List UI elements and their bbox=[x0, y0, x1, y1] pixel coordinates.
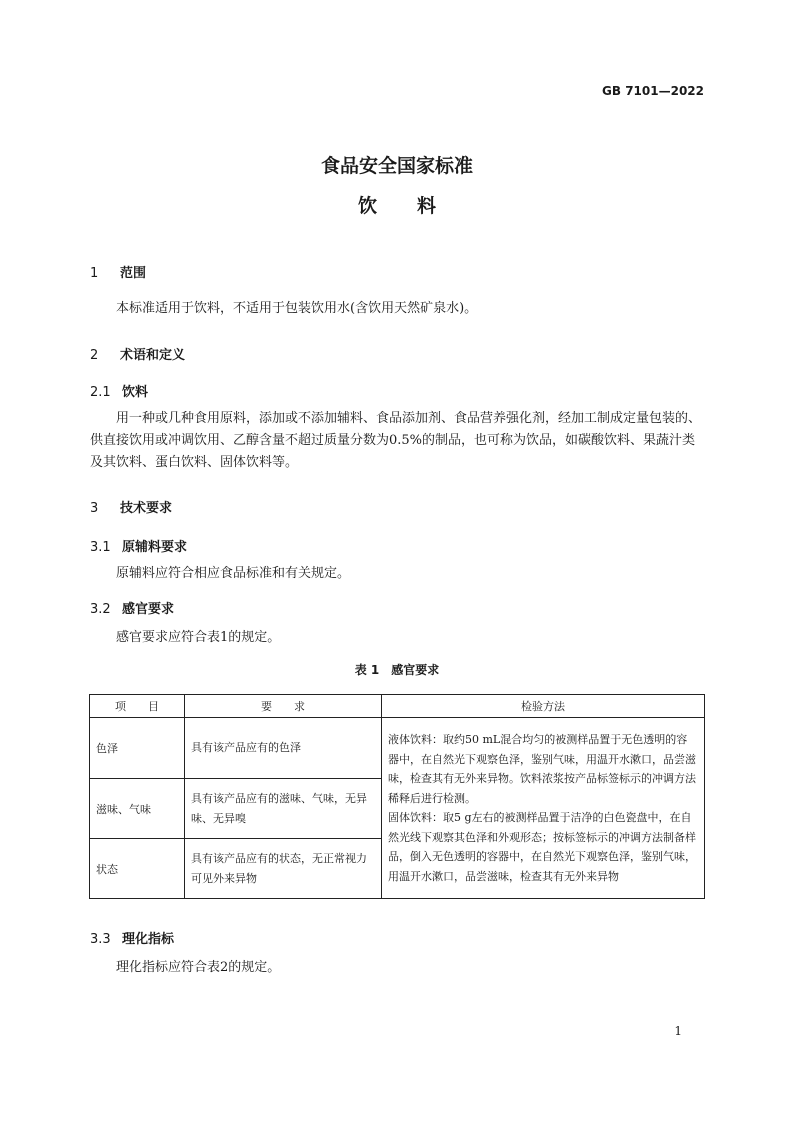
section-3-3-heading bbox=[90, 928, 174, 947]
table-header-row bbox=[90, 695, 705, 718]
section-title: 范围 bbox=[120, 266, 147, 281]
section-3-3-text: 理化指标应符合表2的规定。 bbox=[116, 960, 281, 975]
item-cell: 状态 bbox=[90, 839, 185, 899]
document-subtitle: 饮料 bbox=[357, 195, 476, 217]
section-title: 饮料 bbox=[122, 385, 149, 400]
requirement-cell: 具有该产品应有的状态，无正常视力可见外来异物 bbox=[185, 839, 382, 899]
section-title: 术语和定义 bbox=[120, 348, 186, 363]
section-3-1-heading bbox=[90, 536, 187, 555]
section-3-heading bbox=[90, 497, 172, 516]
section-number: 3 bbox=[90, 501, 99, 516]
section-number: 2.1 bbox=[90, 385, 111, 400]
section-number: 2 bbox=[90, 348, 99, 363]
section-title: 感官要求 bbox=[122, 602, 175, 617]
section-3-2-text: 感官要求应符合表1的规定。 bbox=[116, 630, 281, 645]
header-item: 项 目 bbox=[90, 695, 185, 718]
section-title: 理化指标 bbox=[122, 932, 175, 947]
item-cell: 滋味、气味 bbox=[90, 779, 185, 839]
section-title: 技术要求 bbox=[120, 501, 173, 516]
section-3-2-heading bbox=[90, 598, 174, 617]
page-number: 1 bbox=[674, 1024, 682, 1038]
section-1-text: 本标准适用于饮料，不适用于包装饮用水(含饮用天然矿泉水)。 bbox=[116, 301, 478, 316]
section-2-1-text: 用一种或几种食用原料，添加或不添加辅料、食品添加剂、食品营养强化剂，经加工制成定量包装的、供直接饮用或冲调饮用、乙醇含量不超过质量分数为0.5%的制品，也可称为饮品，如碳酸饮料、果蔬汁类及其饮料、蛋白饮料、固体饮料等。 bbox=[90, 411, 702, 470]
section-number: 3.3 bbox=[90, 932, 111, 947]
requirement-cell: 具有该产品应有的滋味、气味，无异味、无异嗅 bbox=[185, 779, 382, 839]
section-2-1-heading bbox=[90, 381, 148, 400]
section-1-heading bbox=[90, 262, 146, 281]
section-3-1-text: 原辅料应符合相应食品标准和有关规定。 bbox=[116, 566, 351, 581]
section-number: 1 bbox=[90, 266, 99, 281]
test-method-cell bbox=[382, 718, 705, 899]
section-title: 原辅料要求 bbox=[122, 540, 188, 555]
table-1-sensory-requirements bbox=[89, 694, 705, 899]
document-title: 食品安全国家标准 bbox=[320, 155, 473, 177]
header-test-method: 检验方法 bbox=[382, 695, 705, 718]
test-method-liquid: 液体饮料：取约50 mL混合均匀的被测样品置于无色透明的容器中，在自然光下观察色泽，鉴别气味，用温开水漱口，品尝滋味，检查其有无外来异物。饮料浓浆按产品标签标示的冲调方法稀释后进行检测。 bbox=[388, 733, 696, 805]
section-number: 3.1 bbox=[90, 540, 111, 555]
item-cell: 色泽 bbox=[90, 718, 185, 779]
test-method-solid: 固体饮料：取5 g左右的被测样品置于洁净的白色瓷盘中，在自然光线下观察其色泽和外观形态；按标签标示的冲调方法制备样品，倒入无色透明的容器中，在自然光下观察色泽，鉴别气味，用温开水漱口，品尝滋味，检查其有无外来异物 bbox=[388, 811, 696, 883]
header-requirement: 要 求 bbox=[185, 695, 382, 718]
requirement-cell: 具有该产品应有的色泽 bbox=[185, 718, 382, 779]
section-2-heading bbox=[90, 344, 185, 363]
section-number: 3.2 bbox=[90, 602, 111, 617]
table-row bbox=[90, 718, 705, 779]
standard-number: GB 7101—2022 bbox=[602, 84, 704, 98]
table-1-caption: 表 1 感官要求 bbox=[354, 663, 440, 677]
